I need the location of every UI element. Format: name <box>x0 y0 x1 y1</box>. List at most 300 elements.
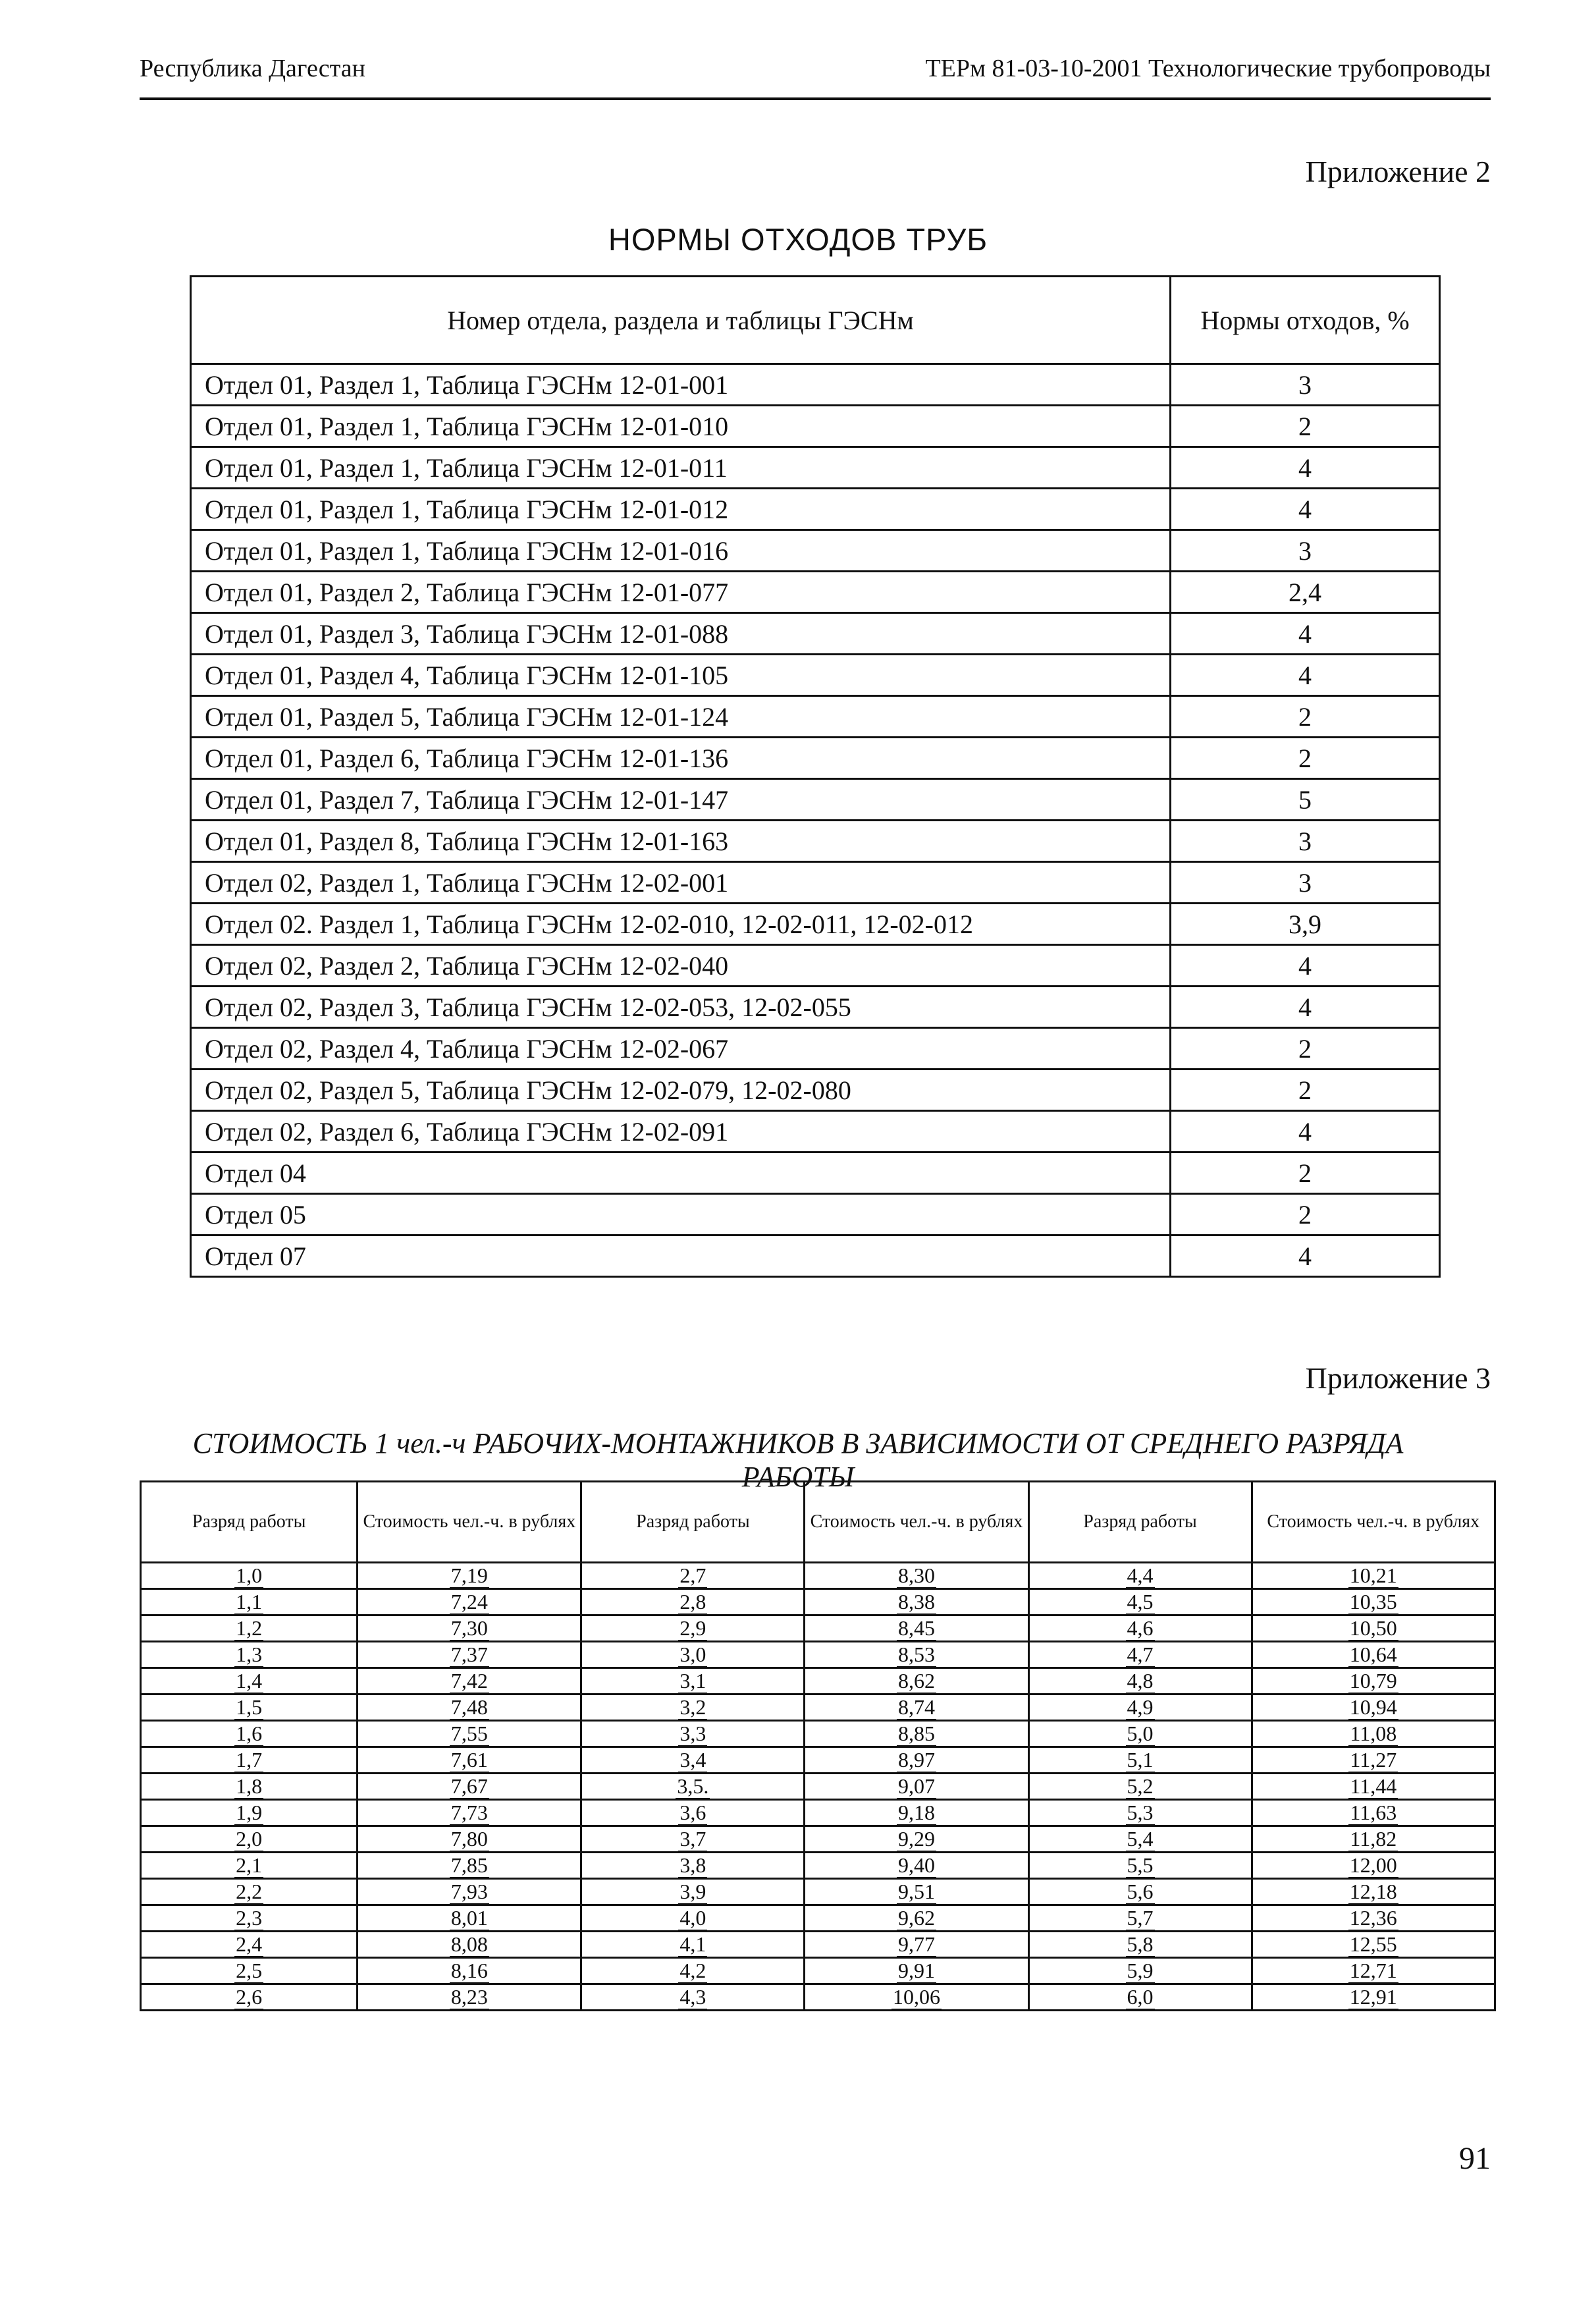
pipe-waste-norms-table <box>190 275 1441 1278</box>
cost-value: 8,45 <box>897 1616 935 1640</box>
cost-value: 8,16 <box>450 1959 488 1982</box>
table-row <box>191 1194 1440 1235</box>
waste-norm-cell: 4 <box>1171 1235 1440 1277</box>
grade-value: 3,4 <box>679 1748 706 1772</box>
table-row <box>141 1879 1495 1905</box>
page-number: 91 <box>1459 2141 1491 2176</box>
waste-norm-cell: 5 <box>1171 779 1440 821</box>
table-row <box>191 1070 1440 1111</box>
grade-cell <box>1028 1826 1252 1853</box>
column-header-section: Номер отдела, раздела и таблицы ГЭСНм <box>191 277 1171 364</box>
grade-value: 3,8 <box>679 1853 706 1877</box>
cost-cell <box>1252 1563 1495 1589</box>
cost-value: 11,08 <box>1350 1722 1397 1745</box>
cost-cell <box>1252 1800 1495 1826</box>
grade-cell <box>1028 1932 1252 1958</box>
grade-value: 4,7 <box>1127 1642 1154 1666</box>
cost-value: 8,38 <box>897 1590 935 1614</box>
grade-value: 4,0 <box>679 1906 706 1930</box>
cost-cell <box>1252 1932 1495 1958</box>
grade-cell <box>581 1879 805 1905</box>
table-row <box>141 1589 1495 1615</box>
grade-value: 4,3 <box>679 1985 706 2009</box>
table-row <box>191 1235 1440 1277</box>
cost-cell <box>805 1642 1028 1668</box>
grade-value: 3,9 <box>679 1880 706 1903</box>
grade-value: 2,8 <box>679 1590 706 1614</box>
cost-cell <box>805 1932 1028 1958</box>
grade-cell <box>581 1984 805 2011</box>
section-reference-cell: Отдел 01, Раздел 1, Таблица ГЭСНм 12-01-001 <box>191 364 1171 406</box>
waste-norm-cell: 2 <box>1171 1194 1440 1235</box>
cost-value: 7,42 <box>450 1669 488 1693</box>
waste-norm-cell: 3,9 <box>1171 904 1440 945</box>
cost-value: 10,21 <box>1349 1563 1397 1587</box>
cost-value: 8,74 <box>897 1695 935 1719</box>
waste-norm-cell: 4 <box>1171 1111 1440 1152</box>
table-row <box>191 779 1440 821</box>
waste-norm-cell: 2 <box>1171 406 1440 447</box>
cost-value: 11,63 <box>1350 1801 1397 1824</box>
grade-value: 5,3 <box>1127 1801 1154 1824</box>
grade-value: 2,5 <box>236 1959 263 1982</box>
grade-value: 1,9 <box>236 1801 263 1824</box>
grade-cell <box>141 1747 358 1774</box>
table-row <box>141 1853 1495 1879</box>
cost-cell <box>358 1589 581 1615</box>
grade-value: 3,5. <box>677 1774 709 1798</box>
cost-value: 7,85 <box>450 1853 488 1877</box>
cost-value: 12,00 <box>1349 1853 1397 1877</box>
grade-cell <box>581 1563 805 1589</box>
table-row <box>191 945 1440 987</box>
table-row <box>191 1152 1440 1194</box>
grade-cell <box>141 1800 358 1826</box>
grade-cell <box>141 1905 358 1932</box>
grade-cell <box>141 1853 358 1879</box>
cost-value: 12,36 <box>1349 1906 1397 1930</box>
waste-norm-cell: 2,4 <box>1171 572 1440 613</box>
table-header-row <box>141 1482 1495 1563</box>
section-reference-cell: Отдел 02, Раздел 6, Таблица ГЭСНм 12-02-091 <box>191 1111 1171 1152</box>
grade-cell <box>1028 1879 1252 1905</box>
section-reference-cell: Отдел 02, Раздел 1, Таблица ГЭСНм 12-02-001 <box>191 862 1171 904</box>
cost-cell <box>358 1826 581 1853</box>
cost-cell <box>358 1668 581 1695</box>
cost-cell <box>805 1826 1028 1853</box>
section-reference-cell: Отдел 01, Раздел 5, Таблица ГЭСНм 12-01-124 <box>191 696 1171 738</box>
waste-norm-cell: 3 <box>1171 821 1440 862</box>
cost-cell <box>805 1589 1028 1615</box>
grade-cell <box>141 1826 358 1853</box>
grade-cell <box>141 1615 358 1642</box>
grade-value: 1,8 <box>236 1774 263 1798</box>
cost-cell <box>1252 1615 1495 1642</box>
grade-cell <box>1028 1958 1252 1984</box>
grade-cell <box>141 1695 358 1721</box>
cost-value: 8,97 <box>897 1748 935 1772</box>
waste-norm-cell: 3 <box>1171 530 1440 572</box>
cost-value: 8,30 <box>897 1563 935 1587</box>
cost-value: 12,18 <box>1349 1880 1397 1903</box>
cost-value: 10,79 <box>1349 1669 1397 1693</box>
grade-value: 4,8 <box>1127 1669 1154 1693</box>
grade-cell <box>1028 1774 1252 1800</box>
grade-value: 5,7 <box>1127 1906 1154 1930</box>
labor-cost-body <box>141 1563 1495 2011</box>
table-row <box>141 1747 1495 1774</box>
cost-value: 7,30 <box>450 1616 488 1640</box>
cost-cell <box>358 1958 581 1984</box>
cost-cell <box>805 1984 1028 2011</box>
cost-cell <box>805 1774 1028 1800</box>
grade-value: 5,6 <box>1127 1880 1154 1903</box>
grade-cell <box>141 1932 358 1958</box>
cost-cell <box>358 1774 581 1800</box>
grade-cell <box>1028 1615 1252 1642</box>
column-header-grade: Разряд работы <box>141 1482 358 1563</box>
cost-cell <box>358 1853 581 1879</box>
table-row <box>141 1932 1495 1958</box>
grade-value: 6,0 <box>1127 1985 1154 2009</box>
cost-value: 8,08 <box>450 1932 488 1956</box>
grade-cell <box>581 1800 805 1826</box>
table-row <box>191 1111 1440 1152</box>
section-reference-cell: Отдел 01, Раздел 1, Таблица ГЭСНм 12-01-016 <box>191 530 1171 572</box>
grade-cell <box>581 1826 805 1853</box>
cost-cell <box>1252 1826 1495 1853</box>
grade-value: 2,9 <box>679 1616 706 1640</box>
grade-cell <box>581 1695 805 1721</box>
cost-cell <box>358 1615 581 1642</box>
cost-cell <box>358 1563 581 1589</box>
cost-value: 9,62 <box>897 1906 935 1930</box>
cost-cell <box>1252 1958 1495 1984</box>
table-row <box>141 1695 1495 1721</box>
grade-value: 2,4 <box>236 1932 263 1956</box>
cost-cell <box>358 1695 581 1721</box>
grade-cell <box>141 1642 358 1668</box>
grade-value: 4,5 <box>1127 1590 1154 1614</box>
grade-value: 2,1 <box>236 1853 263 1877</box>
section-reference-cell: Отдел 02, Раздел 2, Таблица ГЭСНм 12-02-040 <box>191 945 1171 987</box>
cost-cell <box>805 1615 1028 1642</box>
grade-value: 2,6 <box>236 1985 263 2009</box>
table-row <box>191 530 1440 572</box>
table-row <box>191 655 1440 696</box>
cost-value: 10,94 <box>1349 1695 1397 1719</box>
grade-cell <box>581 1721 805 1747</box>
column-header-grade: Разряд работы <box>581 1482 805 1563</box>
cost-cell <box>1252 1853 1495 1879</box>
waste-norm-cell: 4 <box>1171 945 1440 987</box>
grade-value: 5,1 <box>1127 1748 1154 1772</box>
table-row <box>191 489 1440 530</box>
table-row <box>191 572 1440 613</box>
waste-norm-cell: 3 <box>1171 862 1440 904</box>
grade-cell <box>581 1747 805 1774</box>
grade-value: 1,6 <box>236 1722 263 1745</box>
section-reference-cell: Отдел 01, Раздел 2, Таблица ГЭСНм 12-01-077 <box>191 572 1171 613</box>
table-row <box>141 1905 1495 1932</box>
cost-value: 12,55 <box>1349 1932 1397 1956</box>
grade-value: 3,0 <box>679 1642 706 1666</box>
grade-value: 3,7 <box>679 1827 706 1851</box>
cost-value: 7,67 <box>450 1774 488 1798</box>
table-row <box>141 1774 1495 1800</box>
cost-value: 10,35 <box>1349 1590 1397 1614</box>
cost-cell <box>1252 1747 1495 1774</box>
grade-value: 1,1 <box>236 1590 263 1614</box>
grade-cell <box>141 1563 358 1589</box>
grade-cell <box>581 1905 805 1932</box>
column-header-cost: Стоимость чел.-ч. в рублях <box>1252 1482 1495 1563</box>
cost-value: 8,53 <box>897 1642 935 1666</box>
table-row <box>141 1958 1495 1984</box>
table-row <box>191 987 1440 1028</box>
column-header-cost: Стоимость чел.-ч. в рублях <box>358 1482 581 1563</box>
header-document-code: ТЕРм 81-03-10-2001 Технологические трубопроводы <box>925 55 1491 82</box>
grade-cell <box>581 1615 805 1642</box>
cost-cell <box>805 1905 1028 1932</box>
waste-norm-cell: 2 <box>1171 1070 1440 1111</box>
grade-value: 5,9 <box>1127 1959 1154 1982</box>
cost-cell <box>805 1747 1028 1774</box>
waste-norm-cell: 2 <box>1171 1028 1440 1070</box>
waste-norm-cell: 3 <box>1171 364 1440 406</box>
section-reference-cell: Отдел 04 <box>191 1152 1171 1194</box>
cost-cell <box>1252 1642 1495 1668</box>
cost-cell <box>358 1905 581 1932</box>
cost-value: 7,80 <box>450 1827 488 1851</box>
table-row <box>141 1984 1495 2011</box>
cost-value: 11,27 <box>1350 1748 1397 1772</box>
cost-cell <box>358 1642 581 1668</box>
section-reference-cell: Отдел 01, Раздел 3, Таблица ГЭСНм 12-01-088 <box>191 613 1171 655</box>
cost-cell <box>805 1800 1028 1826</box>
section-reference-cell: Отдел 01, Раздел 6, Таблица ГЭСНм 12-01-136 <box>191 738 1171 779</box>
section-reference-cell: Отдел 01, Раздел 1, Таблица ГЭСНм 12-01-011 <box>191 447 1171 489</box>
grade-cell <box>581 1932 805 1958</box>
cost-cell <box>1252 1695 1495 1721</box>
cost-cell <box>805 1958 1028 1984</box>
cost-value: 7,73 <box>450 1801 488 1824</box>
appendix-3-label: Приложение 3 <box>1305 1361 1491 1395</box>
table-row <box>191 1028 1440 1070</box>
waste-norm-cell: 2 <box>1171 738 1440 779</box>
section-reference-cell: Отдел 05 <box>191 1194 1171 1235</box>
cost-value: 9,77 <box>897 1932 935 1956</box>
grade-cell <box>1028 1721 1252 1747</box>
grade-value: 1,4 <box>236 1669 263 1693</box>
table-row <box>141 1563 1495 1589</box>
grade-cell <box>141 1774 358 1800</box>
grade-value: 1,2 <box>236 1616 263 1640</box>
cost-value: 10,06 <box>892 1985 940 2009</box>
cost-value: 11,82 <box>1350 1827 1397 1851</box>
grade-cell <box>1028 1984 1252 2011</box>
waste-norm-cell: 4 <box>1171 613 1440 655</box>
grade-cell <box>581 1774 805 1800</box>
waste-norm-cell: 2 <box>1171 696 1440 738</box>
cost-cell <box>805 1721 1028 1747</box>
cost-value: 7,55 <box>450 1722 488 1745</box>
pipe-waste-norms-body <box>191 364 1440 1277</box>
cost-cell <box>358 1800 581 1826</box>
column-header-grade: Разряд работы <box>1028 1482 1252 1563</box>
cost-cell <box>358 1879 581 1905</box>
cost-value: 9,18 <box>897 1801 935 1824</box>
header-divider <box>140 97 1491 100</box>
table-row <box>191 696 1440 738</box>
grade-value: 2,2 <box>236 1880 263 1903</box>
grade-cell <box>581 1958 805 1984</box>
waste-norm-cell: 4 <box>1171 447 1440 489</box>
grade-cell <box>581 1589 805 1615</box>
table-row <box>191 904 1440 945</box>
cost-cell <box>1252 1774 1495 1800</box>
section-reference-cell: Отдел 02, Раздел 4, Таблица ГЭСНм 12-02-067 <box>191 1028 1171 1070</box>
section-reference-cell: Отдел 02, Раздел 5, Таблица ГЭСНм 12-02-079, 12-02-080 <box>191 1070 1171 1111</box>
grade-cell <box>141 1589 358 1615</box>
grade-value: 2,0 <box>236 1827 263 1851</box>
table-header-row <box>191 277 1440 364</box>
appendix-3-title: СТОИМОСТЬ 1 чел.-ч РАБОЧИХ-МОНТАЖНИКОВ В ЗАВИСИМОСТИ ОТ СРЕДНЕГО РАЗРЯДА РАБОТЫ <box>192 1427 1404 1493</box>
grade-cell <box>1028 1668 1252 1695</box>
grade-cell <box>141 1958 358 1984</box>
grade-cell <box>581 1853 805 1879</box>
table-row <box>191 738 1440 779</box>
grade-value: 2,3 <box>236 1906 263 1930</box>
appendix-2-title: НОРМЫ ОТХОДОВ ТРУБ <box>608 222 988 257</box>
grade-value: 3,6 <box>679 1801 706 1824</box>
grade-value: 3,1 <box>679 1669 706 1693</box>
cost-value: 7,19 <box>450 1563 488 1587</box>
section-reference-cell: Отдел 01, Раздел 8, Таблица ГЭСНм 12-01-163 <box>191 821 1171 862</box>
grade-value: 1,0 <box>236 1563 263 1587</box>
cost-cell <box>358 1932 581 1958</box>
cost-value: 9,51 <box>897 1880 935 1903</box>
section-reference-cell: Отдел 07 <box>191 1235 1171 1277</box>
grade-value: 3,3 <box>679 1722 706 1745</box>
grade-cell <box>1028 1563 1252 1589</box>
table-row <box>191 406 1440 447</box>
cost-cell <box>805 1668 1028 1695</box>
grade-value: 4,2 <box>679 1959 706 1982</box>
cost-cell <box>1252 1668 1495 1695</box>
section-reference-cell: Отдел 02. Раздел 1, Таблица ГЭСНм 12-02-010, 12-02-011, 12-02-012 <box>191 904 1171 945</box>
cost-value: 8,85 <box>897 1722 935 1745</box>
cost-cell <box>805 1563 1028 1589</box>
waste-norm-cell: 4 <box>1171 655 1440 696</box>
grade-cell <box>141 1721 358 1747</box>
table-row <box>141 1721 1495 1747</box>
cost-value: 7,48 <box>450 1695 488 1719</box>
grade-cell <box>1028 1642 1252 1668</box>
grade-value: 4,9 <box>1127 1695 1154 1719</box>
column-header-norm: Нормы отходов, % <box>1171 277 1440 364</box>
cost-cell <box>1252 1721 1495 1747</box>
cost-value: 11,44 <box>1350 1774 1397 1798</box>
cost-value: 10,50 <box>1349 1616 1397 1640</box>
table-row <box>141 1668 1495 1695</box>
grade-value: 1,3 <box>236 1642 263 1666</box>
labor-cost-table <box>140 1480 1496 2011</box>
cost-cell <box>1252 1984 1495 2011</box>
table-row <box>141 1800 1495 1826</box>
grade-cell <box>1028 1695 1252 1721</box>
grade-cell <box>1028 1747 1252 1774</box>
grade-cell <box>141 1879 358 1905</box>
table-row <box>191 862 1440 904</box>
grade-value: 5,5 <box>1127 1853 1154 1877</box>
grade-value: 1,7 <box>236 1748 263 1772</box>
cost-value: 12,91 <box>1349 1985 1397 2009</box>
cost-cell <box>1252 1879 1495 1905</box>
cost-cell <box>358 1747 581 1774</box>
table-row <box>191 447 1440 489</box>
waste-norm-cell: 2 <box>1171 1152 1440 1194</box>
grade-cell <box>1028 1589 1252 1615</box>
cost-cell <box>1252 1905 1495 1932</box>
cost-cell <box>1252 1589 1495 1615</box>
table-row <box>191 613 1440 655</box>
section-reference-cell: Отдел 01, Раздел 4, Таблица ГЭСНм 12-01-105 <box>191 655 1171 696</box>
cost-cell <box>358 1721 581 1747</box>
cost-value: 9,29 <box>897 1827 935 1851</box>
grade-value: 5,2 <box>1127 1774 1154 1798</box>
section-reference-cell: Отдел 02, Раздел 3, Таблица ГЭСНм 12-02-053, 12-02-055 <box>191 987 1171 1028</box>
grade-value: 1,5 <box>236 1695 263 1719</box>
grade-value: 4,4 <box>1127 1563 1154 1587</box>
grade-cell <box>1028 1905 1252 1932</box>
cost-value: 12,71 <box>1349 1959 1397 1982</box>
waste-norm-cell: 4 <box>1171 987 1440 1028</box>
grade-value: 4,6 <box>1127 1616 1154 1640</box>
cost-value: 7,37 <box>450 1642 488 1666</box>
cost-value: 9,40 <box>897 1853 935 1877</box>
grade-value: 4,1 <box>679 1932 706 1956</box>
grade-value: 2,7 <box>679 1563 706 1587</box>
grade-value: 5,4 <box>1127 1827 1154 1851</box>
section-reference-cell: Отдел 01, Раздел 1, Таблица ГЭСНм 12-01-012 <box>191 489 1171 530</box>
grade-value: 3,2 <box>679 1695 706 1719</box>
cost-value: 9,07 <box>897 1774 935 1798</box>
cost-value: 7,93 <box>450 1880 488 1903</box>
grade-cell <box>141 1984 358 2011</box>
section-reference-cell: Отдел 01, Раздел 7, Таблица ГЭСНм 12-01-147 <box>191 779 1171 821</box>
grade-cell <box>1028 1800 1252 1826</box>
appendix-2-label: Приложение 2 <box>1305 155 1491 188</box>
waste-norm-cell: 4 <box>1171 489 1440 530</box>
table-row <box>191 364 1440 406</box>
cost-cell <box>358 1984 581 2011</box>
cost-value: 7,24 <box>450 1590 488 1614</box>
table-row <box>141 1642 1495 1668</box>
cost-cell <box>805 1695 1028 1721</box>
cost-value: 8,23 <box>450 1985 488 2009</box>
grade-cell <box>1028 1853 1252 1879</box>
grade-value: 5,8 <box>1127 1932 1154 1956</box>
table-row <box>141 1826 1495 1853</box>
grade-cell <box>581 1642 805 1668</box>
section-reference-cell: Отдел 01, Раздел 1, Таблица ГЭСНм 12-01-010 <box>191 406 1171 447</box>
header-region: Республика Дагестан <box>140 55 365 82</box>
cost-cell <box>805 1853 1028 1879</box>
column-header-cost: Стоимость чел.-ч. в рублях <box>805 1482 1028 1563</box>
table-row <box>141 1615 1495 1642</box>
grade-value: 5,0 <box>1127 1722 1154 1745</box>
